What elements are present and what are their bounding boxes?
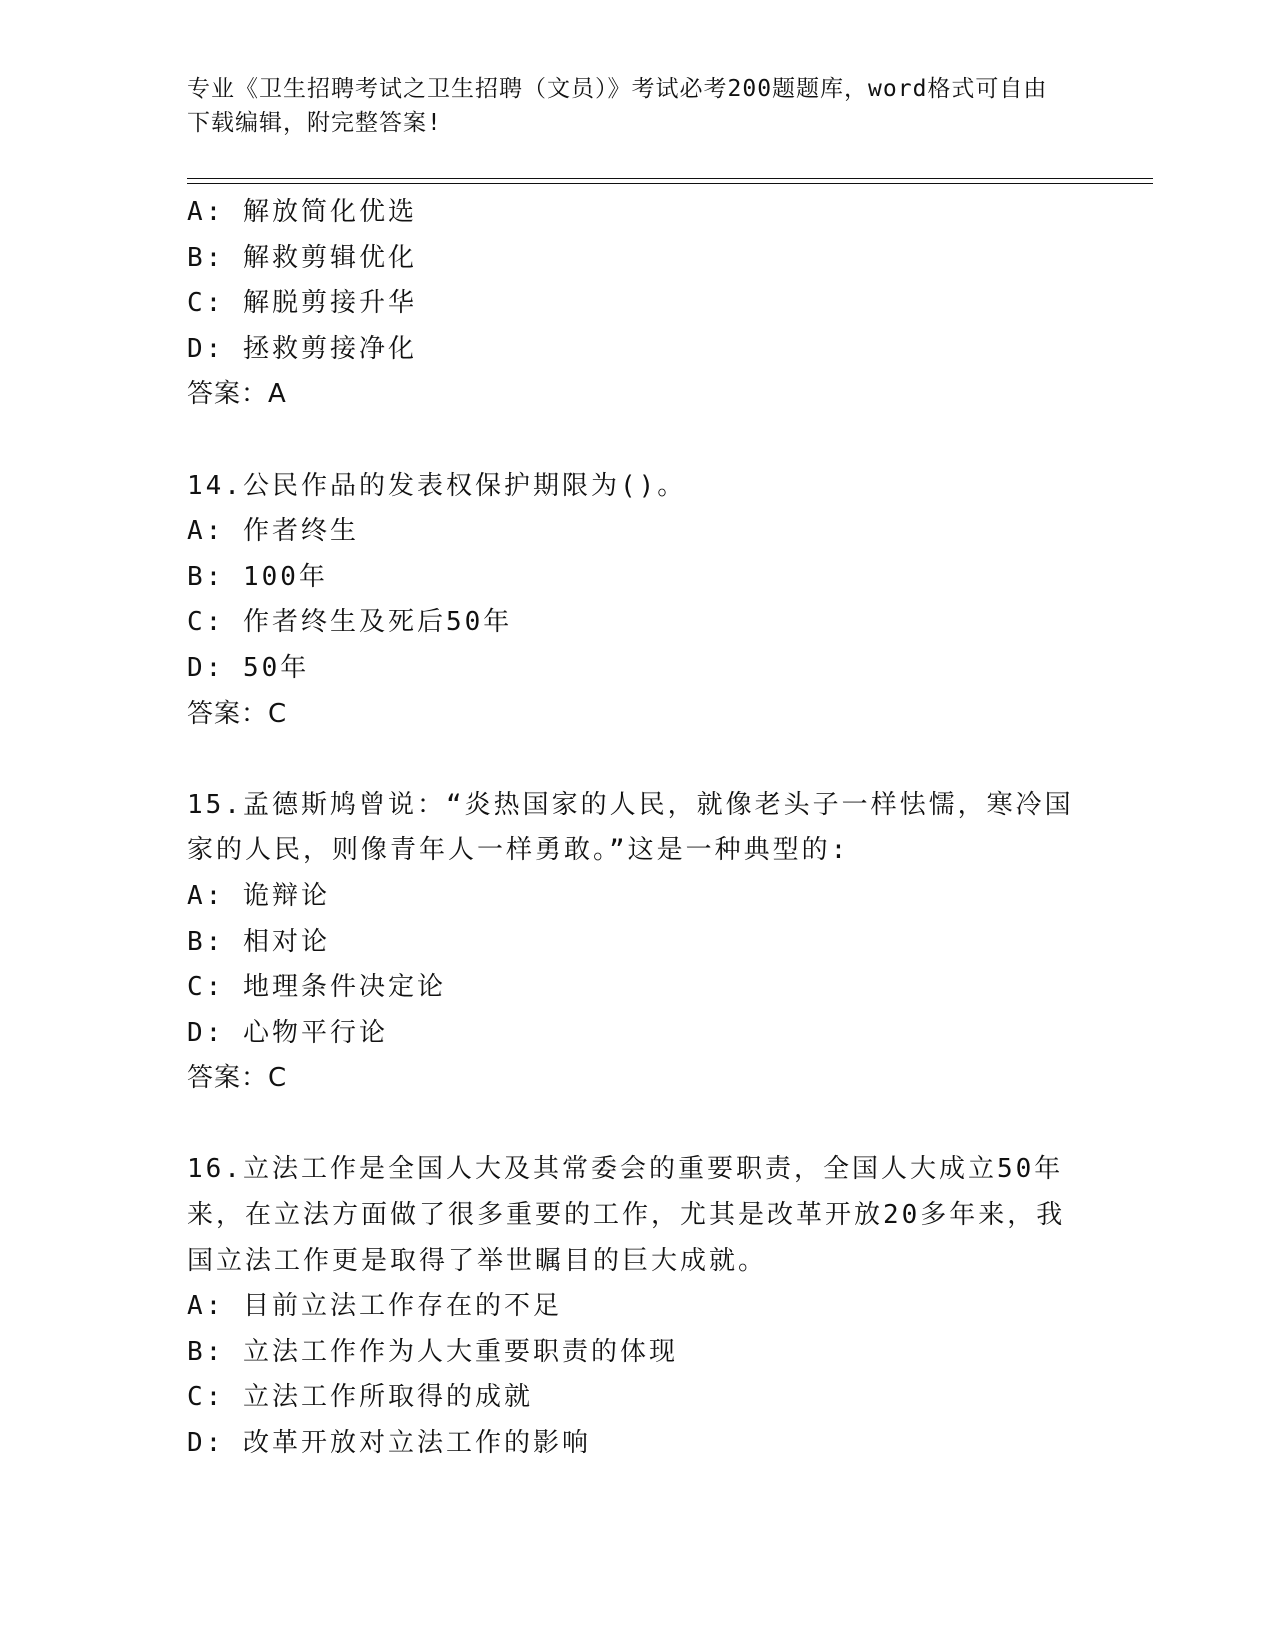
option-a: A: 诡辩论: [187, 880, 330, 911]
option-c: C: 地理条件决定论: [187, 972, 446, 1003]
answer-label: 答案：C: [187, 698, 288, 729]
question-stem-line: 国立法工作更是取得了举世瞩目的巨大成就。: [187, 1245, 768, 1276]
question-14: [187, 464, 1087, 738]
option-c: C: 作者终生及死后50年: [187, 607, 513, 638]
option-c: C: 立法工作所取得的成就: [187, 1382, 533, 1413]
option-d: D: 50年: [187, 652, 310, 683]
option-a: A: 作者终生: [187, 516, 359, 547]
answer-label: 答案：C: [187, 1063, 288, 1094]
answer-label: 答案：A: [187, 379, 287, 410]
header-rule-bottom: [187, 183, 1153, 184]
spacer: [187, 1102, 1087, 1148]
option-a: A: 目前立法工作存在的不足: [187, 1291, 562, 1322]
question-stem-line: 来，在立法方面做了很多重要的工作，尤其是改革开放20多年来，我: [187, 1200, 1066, 1231]
question-stem: 14.公民作品的发表权保护期限为()。: [187, 470, 687, 501]
option-d: D: 心物平行论: [187, 1017, 388, 1048]
question-stem-line: 15.孟德斯鸠曾说：“炎热国家的人民，就像老头子一样怯懦，寒冷国: [187, 789, 1074, 820]
spacer: [187, 737, 1087, 783]
option-b: B: 立法工作作为人大重要职责的体现: [187, 1336, 678, 1367]
option-d: D: 改革开放对立法工作的影响: [187, 1428, 591, 1459]
page-header: 专业《卫生招聘考试之卫生招聘（文员）》考试必考200题题库，word格式可自由下载编辑，附完整答案!: [187, 76, 1048, 136]
option-b: B: 相对论: [187, 926, 330, 957]
option-a: A: 解放简化优选: [187, 197, 417, 227]
question-13: [187, 190, 1087, 418]
question-stem-line: 家的人民，则像青年人一样勇敢。”这是一种典型的:: [187, 835, 850, 866]
option-d: D: 拯救剪接净化: [187, 333, 417, 364]
option-b: B: 解救剪辑优化: [187, 242, 417, 273]
spacer: [187, 418, 1087, 464]
question-16: [187, 1147, 1087, 1466]
option-b: B: 100年: [187, 561, 328, 592]
header-rule-top: [187, 178, 1153, 179]
question-stem-line: 16.立法工作是全国人大及其常委会的重要职责，全国人大成立50年: [187, 1154, 1064, 1185]
question-15: [187, 783, 1087, 1102]
question-content: [187, 190, 1087, 1467]
option-c: C: 解脱剪接升华: [187, 288, 417, 319]
